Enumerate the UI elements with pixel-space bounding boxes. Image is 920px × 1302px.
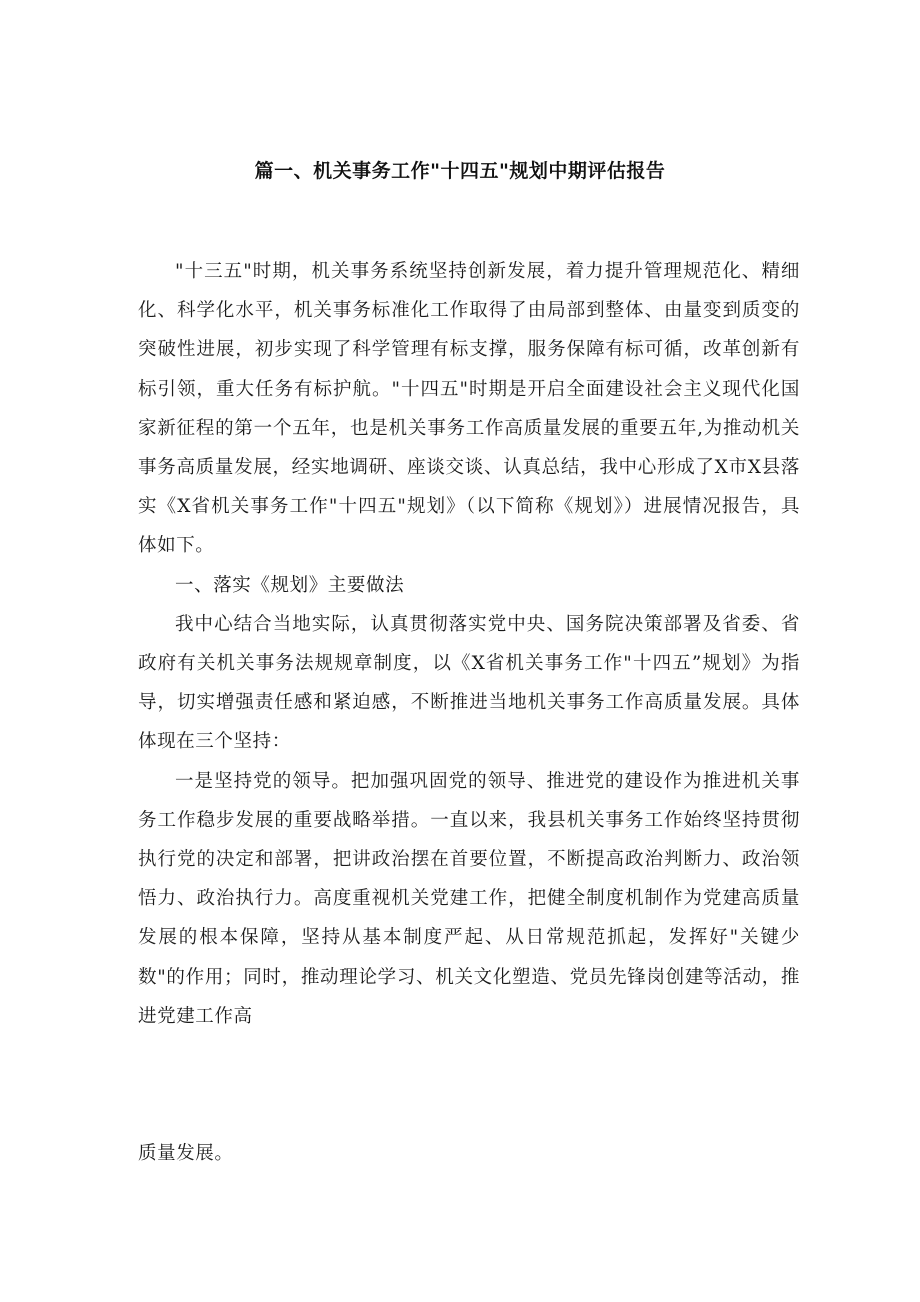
paragraph-continuation: 质量发展。 — [138, 1143, 234, 1164]
section-paragraph: 我中心结合当地实际，认真贯彻落实党中央、国务院决策部署及省委、省政府有关机关事务法规规章制度，以《X省机关事务工作"十四五”规划》为指导，切实增强责任感和紧迫感，不断推进当地机关事务工作高质量发展。具体体现在三个坚持： — [138, 613, 800, 753]
document-title: 篇一、机关事务工作"十四五"规划中期评估报告 — [254, 160, 666, 182]
document-body — [138, 252, 800, 1036]
section-paragraph: 一是坚持党的领导。把加强巩固党的领导、推进党的建设作为推进机关事务工作稳步发展的重要战略举措。一直以来，我县机关事务工作始终坚持贯彻执行党的决定和部署，把讲政治摆在首要位置，不断提高政治判断力、政治领悟力、政治执行力。高度重视机关党建工作，把健全制度机制作为党建高质量发展的根本保障，坚持从基本制度严起、从日常规范抓起，发挥好"关键少数"的作用；同时，推动理论学习、机关文化塑造、党员先锋岗创建等活动，推进党建工作高 — [138, 770, 800, 1027]
section-heading: 一、落实《规划》主要做法 — [175, 574, 405, 596]
intro-paragraph: "十三五"时期，机关事务系统坚持创新发展，着力提升管理规范化、精细化、科学化水平，机关事务标准化工作取得了由局部到整体、由量变到质变的突破性进展，初步实现了科学管理有标支撑，服务保障有标可循，改革创新有标引领，重大任务有标护航。"十四五"时期是开启全面建设社会主义现代化国家新征程的第一个五年，也是机关事务工作高质量发展的重要五年,为推动机关事务高质量发展，经实地调研、座谈交谈、认真总结，我中心形成了X市X县落实《X省机关事务工作"十四五"规划》（以下简称《规划》）进展情况报告，具体如下。 — [138, 261, 800, 557]
